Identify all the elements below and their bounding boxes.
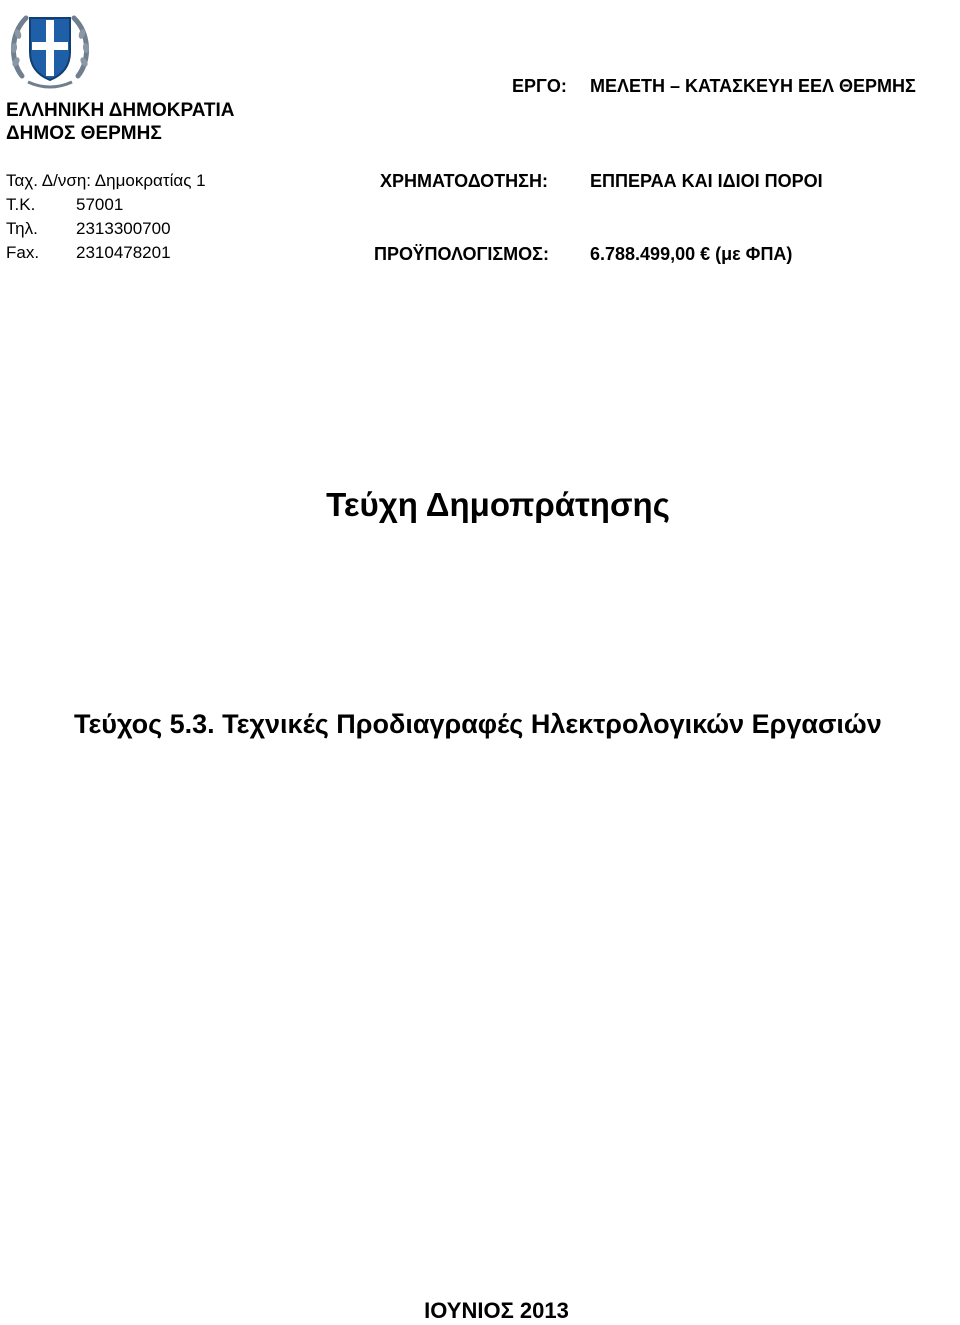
municipality-name: ΔΗΜΟΣ ΘΕΡΜΗΣ xyxy=(6,123,162,144)
greek-coat-of-arms-icon xyxy=(8,6,92,94)
budget-label: ΠΡΟΫΠΟΛΟΓΙΣΜΟΣ: xyxy=(374,244,549,264)
funding-label: ΧΡΗΜΑΤΟΔΟΤΗΣΗ: xyxy=(380,171,548,191)
work-label: ΕΡΓΟ: xyxy=(512,76,567,96)
work-value: ΜΕΛΕΤΗ – ΚΑΤΑΣΚΕΥΗ ΕΕΛ ΘΕΡΜΗΣ xyxy=(590,76,916,96)
phone-value: 2313300700 xyxy=(76,219,171,238)
phone-label: Τηλ. xyxy=(6,219,38,238)
budget-value: 6.788.499,00 € (με ΦΠΑ) xyxy=(590,244,793,264)
street-address: Ταχ. Δ/νση: Δημοκρατίας 1 xyxy=(6,171,206,190)
postal-value: 57001 xyxy=(76,195,124,214)
budget-line xyxy=(374,244,792,265)
issue-date: ΙΟΥΝΙΟΣ 2013 xyxy=(424,1298,569,1323)
document-title: Τεύχη Δημοπράτησης xyxy=(326,486,670,523)
volume-title: Τεύχος 5.3. Τεχνικές Προδιαγραφές Ηλεκτρολογικών Εργασιών xyxy=(74,709,882,739)
funding-value: ΕΠΠΕΡΑΑ ΚΑΙ ΙΔΙΟΙ ΠΟΡΟΙ xyxy=(590,171,823,191)
phone-line xyxy=(6,217,171,240)
fax-label: Fax. xyxy=(6,243,40,262)
fax-line xyxy=(6,241,171,264)
fax-value: 2310478201 xyxy=(76,243,171,262)
country-name: ΕΛΛΗΝΙΚΗ ΔΗΜΟΚΡΑΤΙΑ xyxy=(6,100,235,121)
postal-code-line xyxy=(6,193,123,216)
work-line xyxy=(512,76,916,97)
postal-label: Τ.Κ. xyxy=(6,195,36,214)
funding-line xyxy=(380,171,823,192)
